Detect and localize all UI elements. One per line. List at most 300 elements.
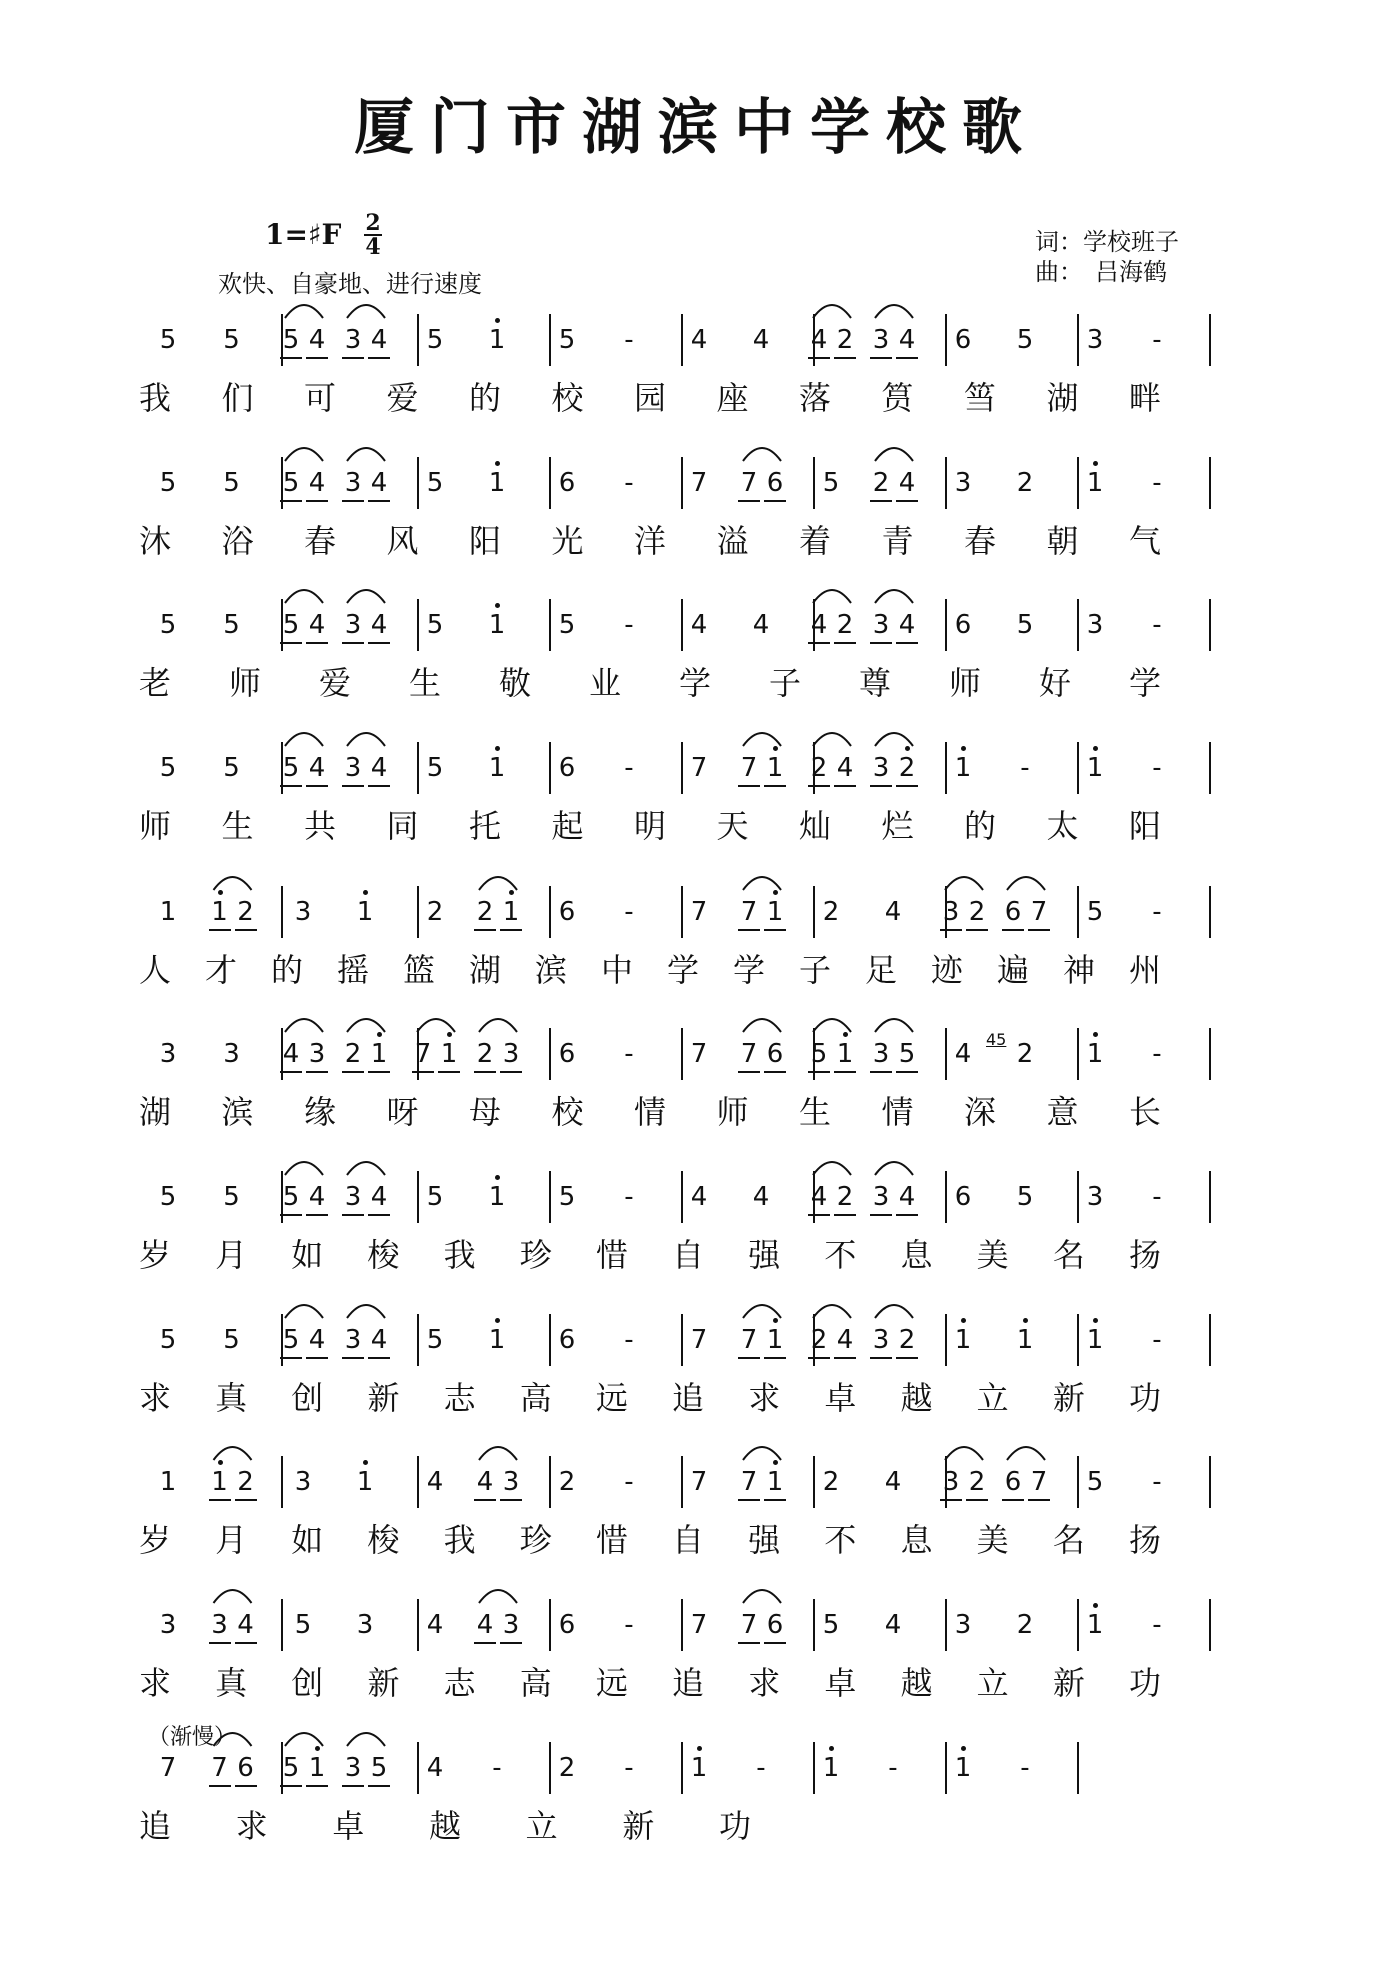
note: 1 — [1086, 1610, 1104, 1640]
lyric-char: 不 — [824, 1521, 857, 1559]
lyric-char: 的 — [270, 951, 304, 989]
note: 3 — [954, 468, 972, 498]
note: 3 — [872, 1039, 890, 1069]
lyric-char: 越 — [900, 1379, 933, 1417]
note: - — [1152, 1610, 1162, 1640]
lyric-char: 求 — [748, 1664, 781, 1702]
note: 4 — [954, 1039, 972, 1069]
lyric-char: 志 — [443, 1379, 476, 1417]
note: 3 — [159, 1039, 177, 1069]
note: 1 — [488, 325, 506, 355]
lyric-char: 师 — [138, 807, 172, 845]
lyric-char: 可 — [303, 379, 337, 417]
lyric-char: 真 — [215, 1379, 248, 1417]
lyric-char: 湖 — [1046, 379, 1079, 417]
note: 5 — [282, 753, 300, 783]
lyric-char: 惜 — [595, 1236, 628, 1274]
note: 4 — [308, 325, 326, 355]
note: 1 — [1016, 1325, 1034, 1355]
note: 4 — [898, 610, 916, 640]
note: 5 — [282, 1182, 300, 1212]
lyric-char: 子 — [768, 664, 802, 702]
note: - — [624, 1039, 634, 1069]
lyric-char: 缘 — [303, 1093, 337, 1131]
lyric-char: 筜 — [963, 379, 997, 417]
note: 4 — [836, 753, 854, 783]
note: 5 — [370, 1753, 388, 1783]
note: - — [1152, 610, 1162, 640]
lyric-char: 同 — [386, 807, 419, 845]
lyric-char: 梭 — [367, 1236, 400, 1274]
note: - — [1152, 1325, 1162, 1355]
lyric-char: 们 — [221, 379, 254, 417]
note: 6 — [558, 753, 576, 783]
note: - — [1152, 468, 1162, 498]
note: 2 — [1016, 1039, 1034, 1069]
note: - — [624, 1610, 634, 1640]
lyric-char: 洋 — [633, 522, 667, 560]
note: 6 — [766, 1039, 784, 1069]
lyric-char: 追 — [672, 1379, 705, 1417]
note: 3 — [1086, 1182, 1104, 1212]
note: 3 — [1086, 325, 1104, 355]
note: 2 — [476, 1039, 494, 1069]
note: 3 — [356, 1610, 374, 1640]
note: 5 — [223, 610, 240, 640]
lyric-char: 求 — [138, 1379, 172, 1417]
note: 3 — [159, 1610, 177, 1640]
note: 5 — [282, 325, 300, 355]
note: 3 — [502, 1039, 520, 1069]
note: 6 — [558, 1039, 576, 1069]
note: - — [1152, 897, 1162, 927]
note: 5 — [426, 1182, 444, 1212]
lyric-char: 敬 — [498, 664, 532, 702]
lyric-char: 如 — [291, 1521, 324, 1559]
lyric-char: 朝 — [1046, 522, 1079, 560]
lyric-char: 越 — [428, 1807, 462, 1845]
lyric-char: 追 — [672, 1664, 705, 1702]
note: 3 — [502, 1610, 520, 1640]
lyric-char: 好 — [1038, 664, 1072, 702]
note: - — [888, 1753, 898, 1783]
lyric-char: 学 — [678, 664, 712, 702]
lyric-char: 追 — [138, 1807, 172, 1845]
note: 6 — [558, 1325, 576, 1355]
lyric-char: 浴 — [221, 522, 254, 560]
note: 2 — [836, 1182, 854, 1212]
lyric-char: 卓 — [824, 1379, 857, 1417]
note: 4 — [308, 1182, 326, 1212]
note: 5 — [159, 468, 177, 498]
note: 4 — [752, 1182, 770, 1212]
note: 2 — [898, 1325, 916, 1355]
note: 1 — [159, 897, 177, 927]
lyric-char: 筼 — [881, 379, 914, 417]
lyric-char: 自 — [672, 1521, 705, 1559]
note: 4 — [690, 325, 708, 355]
note: 4 — [752, 610, 770, 640]
lyric-char: 母 — [468, 1093, 502, 1131]
note: 3 — [942, 897, 960, 927]
lyric-char: 新 — [1052, 1379, 1085, 1417]
note: - — [1020, 753, 1030, 783]
lyric-char: 情 — [633, 1093, 667, 1131]
note: 4 — [426, 1467, 444, 1497]
note: 6 — [766, 468, 784, 498]
lyric-char: 创 — [291, 1379, 324, 1417]
note: 1 — [488, 468, 506, 498]
lyric-char: 功 — [1128, 1379, 1162, 1417]
note: - — [624, 1325, 634, 1355]
lyric-char: 湖 — [138, 1093, 172, 1131]
note: 6 — [1004, 897, 1022, 927]
note: 1 — [822, 1753, 840, 1783]
note: 5 — [558, 610, 576, 640]
lyric-char: 共 — [303, 807, 337, 845]
lyric-char: 校 — [551, 379, 584, 417]
note: 4 — [898, 1182, 916, 1212]
note: 2 — [968, 897, 986, 927]
note: 2 — [810, 753, 828, 783]
note: 5 — [223, 325, 240, 355]
note: 7 — [159, 1753, 177, 1783]
note: 3 — [344, 325, 362, 355]
note: 5 — [294, 1610, 312, 1640]
note: 4 — [282, 1039, 300, 1069]
lyric-char: 学 — [1128, 664, 1162, 702]
tempo-marking: 欢快、自豪地、进行速度 — [218, 270, 482, 298]
lyric-char: 足 — [864, 951, 898, 989]
lyric-char: 校 — [551, 1093, 584, 1131]
lyric-char: 园 — [633, 379, 667, 417]
lyric-char: 师 — [228, 664, 262, 702]
note: 3 — [502, 1467, 520, 1497]
lyric-char: 意 — [1046, 1093, 1079, 1131]
note: 5 — [282, 1325, 300, 1355]
note: 5 — [1086, 897, 1104, 927]
note: - — [1020, 1753, 1030, 1783]
note: 5 — [223, 1182, 240, 1212]
page-title: 厦门市湖滨中学校歌 — [354, 93, 1038, 163]
note: 3 — [954, 1610, 972, 1640]
note: 1 — [502, 897, 520, 927]
note: 4 — [752, 325, 770, 355]
lyric-char: 名 — [1052, 1521, 1085, 1559]
note: 4 — [690, 610, 708, 640]
grace-note: 45 — [986, 1030, 1007, 1049]
note: 3 — [344, 1182, 362, 1212]
note: 6 — [766, 1610, 784, 1640]
lyric-char: 卓 — [332, 1807, 365, 1845]
note: 7 — [690, 753, 708, 783]
note: 6 — [558, 468, 576, 498]
note: 1 — [211, 1467, 228, 1497]
lyric-char: 生 — [221, 807, 254, 845]
note: 4 — [370, 1182, 388, 1212]
note: 1 — [954, 753, 972, 783]
note: - — [624, 753, 634, 783]
lyric-char: 州 — [1128, 951, 1162, 989]
lyric-char: 遍 — [996, 951, 1030, 989]
note: 5 — [282, 610, 300, 640]
note: 1 — [211, 897, 228, 927]
note: 2 — [822, 1467, 840, 1497]
note: 2 — [558, 1753, 576, 1783]
lyric-char: 灿 — [798, 807, 832, 845]
lyric-char: 功 — [1128, 1664, 1162, 1702]
lyric-char: 我 — [443, 1521, 476, 1559]
lyric-char: 新 — [367, 1664, 400, 1702]
note: 5 — [223, 468, 240, 498]
note: 4 — [884, 1610, 902, 1640]
lyric-char: 呀 — [386, 1093, 419, 1131]
note: - — [1152, 1039, 1162, 1069]
note: 5 — [558, 1182, 576, 1212]
note: 3 — [344, 468, 362, 498]
lyric-char: 如 — [291, 1236, 324, 1274]
lyric-char: 梭 — [367, 1521, 400, 1559]
note: 3 — [308, 1039, 326, 1069]
lyric-char: 求 — [748, 1379, 781, 1417]
note: 1 — [488, 753, 506, 783]
lyric-char: 明 — [633, 807, 667, 845]
note: 3 — [294, 1467, 312, 1497]
lyric-char: 滨 — [534, 951, 568, 989]
note: 1 — [1086, 753, 1104, 783]
lyric-char: 阳 — [1128, 807, 1162, 845]
note: 7 — [740, 1325, 758, 1355]
note: 7 — [740, 753, 758, 783]
note: 7 — [740, 897, 758, 927]
note: 2 — [1016, 468, 1034, 498]
lyric-char: 天 — [716, 807, 749, 845]
lyric-char: 远 — [595, 1664, 628, 1702]
note: 4 — [426, 1753, 444, 1783]
lyric-char: 求 — [235, 1807, 268, 1845]
lyric-char: 强 — [748, 1521, 781, 1559]
lyric-char: 越 — [900, 1664, 933, 1702]
lyric-char: 名 — [1052, 1236, 1085, 1274]
lyric-char: 功 — [718, 1807, 752, 1845]
lyric-char: 溢 — [716, 522, 749, 560]
lyric-char: 迹 — [930, 951, 964, 989]
lyric-char: 师 — [716, 1093, 749, 1131]
lyric-char: 立 — [525, 1807, 558, 1845]
lyric-char: 生 — [798, 1093, 832, 1131]
lyric-char: 落 — [798, 379, 832, 417]
note: - — [1152, 1182, 1162, 1212]
lyric-char: 扬 — [1128, 1236, 1162, 1274]
note: 1 — [440, 1039, 458, 1069]
note: 6 — [954, 325, 972, 355]
lyric-char: 远 — [595, 1379, 628, 1417]
note: 3 — [344, 1325, 362, 1355]
note: 6 — [1004, 1467, 1022, 1497]
lyric-char: 的 — [963, 807, 997, 845]
lyric-char: 情 — [881, 1093, 914, 1131]
note: - — [1152, 753, 1162, 783]
note: 3 — [223, 1039, 240, 1069]
lyric-char: 篮 — [402, 951, 436, 989]
lyric-char: 尊 — [858, 664, 892, 702]
note: 2 — [822, 897, 840, 927]
note: - — [1152, 325, 1162, 355]
lyric-char: 春 — [963, 522, 997, 560]
note: 5 — [159, 753, 177, 783]
note: 5 — [1016, 610, 1034, 640]
note: 4 — [836, 1325, 854, 1355]
note: 1 — [370, 1039, 388, 1069]
lyric-char: 美 — [976, 1521, 1009, 1559]
lyric-char: 的 — [468, 379, 502, 417]
note: 1 — [1086, 1039, 1104, 1069]
note: 7 — [690, 1467, 708, 1497]
lyric-char: 新 — [622, 1807, 655, 1845]
note: 6 — [558, 1610, 576, 1640]
note: 4 — [884, 897, 902, 927]
note: 1 — [308, 1753, 326, 1783]
note: 4 — [476, 1467, 494, 1497]
lyric-char: 光 — [551, 522, 584, 560]
note: 1 — [488, 1325, 506, 1355]
lyric-char: 岁 — [138, 1236, 172, 1274]
note: 7 — [1030, 1467, 1048, 1497]
lyric-char: 畔 — [1128, 379, 1162, 417]
note: 3 — [344, 1753, 362, 1783]
note: 1 — [1086, 468, 1104, 498]
note: - — [1152, 1467, 1162, 1497]
composer-credit: 曲： 吕海鹤 — [1035, 258, 1167, 286]
note: 2 — [836, 610, 854, 640]
note: 2 — [237, 897, 254, 927]
lyric-char: 岁 — [138, 1521, 172, 1559]
note: 1 — [766, 1325, 784, 1355]
lyric-char: 珍 — [519, 1236, 552, 1274]
note: 1 — [766, 897, 784, 927]
note: 4 — [308, 610, 326, 640]
note: 3 — [211, 1610, 228, 1640]
note: 4 — [884, 1467, 902, 1497]
lyric-char: 老 — [138, 664, 172, 702]
lyric-char: 真 — [215, 1664, 248, 1702]
note: 5 — [898, 1039, 916, 1069]
note: 7 — [740, 1467, 758, 1497]
note: 1 — [356, 897, 374, 927]
note: 5 — [1016, 325, 1034, 355]
note: 5 — [159, 1325, 177, 1355]
note: 5 — [1086, 1467, 1104, 1497]
note: 5 — [1016, 1182, 1034, 1212]
note: 7 — [690, 1610, 708, 1640]
lyric-char: 沐 — [138, 522, 172, 560]
key-signature: 1=♯F — [265, 218, 342, 251]
lyric-char: 托 — [468, 807, 502, 845]
note: 4 — [690, 1182, 708, 1212]
lyric-char: 高 — [519, 1379, 552, 1417]
note: 6 — [954, 610, 972, 640]
note: 1 — [690, 1753, 708, 1783]
note: 4 — [898, 468, 916, 498]
note: 6 — [954, 1182, 972, 1212]
lyric-char: 长 — [1128, 1093, 1162, 1131]
lyric-char: 志 — [443, 1664, 476, 1702]
note: 2 — [898, 753, 916, 783]
lyric-char: 求 — [138, 1664, 172, 1702]
lyric-char: 我 — [138, 379, 172, 417]
note: 3 — [294, 897, 312, 927]
note: 4 — [370, 610, 388, 640]
note: 3 — [344, 610, 362, 640]
note: 2 — [836, 325, 854, 355]
note: 1 — [766, 753, 784, 783]
note: 1 — [488, 1182, 506, 1212]
note: 4 — [237, 1610, 254, 1640]
note: 5 — [822, 1610, 840, 1640]
note: 3 — [1086, 610, 1104, 640]
note: - — [624, 325, 634, 355]
lyric-char: 人 — [138, 951, 172, 989]
note: - — [624, 1467, 634, 1497]
note: 4 — [810, 325, 828, 355]
lyric-char: 强 — [748, 1236, 781, 1274]
lyric-char: 新 — [1052, 1664, 1085, 1702]
note: - — [492, 1753, 502, 1783]
note: 7 — [740, 468, 758, 498]
lyric-char: 座 — [716, 379, 749, 417]
lyric-char: 太 — [1046, 807, 1079, 845]
note: 4 — [898, 325, 916, 355]
lyric-char: 阳 — [468, 522, 502, 560]
note: 7 — [211, 1753, 228, 1783]
lyric-char: 春 — [303, 522, 337, 560]
note: 3 — [872, 753, 890, 783]
lyric-char: 烂 — [881, 807, 914, 845]
note: 1 — [954, 1753, 972, 1783]
lyricist-credit: 词：学校班子 — [1035, 228, 1179, 256]
note: 3 — [872, 1325, 890, 1355]
note: 3 — [344, 753, 362, 783]
lyric-char: 师 — [948, 664, 982, 702]
note: 7 — [740, 1610, 758, 1640]
note: - — [624, 610, 634, 640]
time-top: 2 — [365, 210, 381, 236]
note: - — [624, 897, 634, 927]
lyric-char: 摇 — [336, 951, 370, 989]
note: 1 — [954, 1325, 972, 1355]
lyric-char: 立 — [976, 1379, 1009, 1417]
lyric-char: 我 — [443, 1236, 476, 1274]
lyric-char: 立 — [976, 1664, 1009, 1702]
note: 5 — [426, 753, 444, 783]
lyric-char: 起 — [551, 807, 584, 845]
note: 4 — [370, 468, 388, 498]
note: - — [624, 1753, 634, 1783]
note: 3 — [872, 325, 890, 355]
note: 2 — [426, 897, 444, 927]
note: 5 — [282, 468, 300, 498]
lyric-char: 中 — [600, 951, 634, 989]
note: - — [756, 1753, 766, 1783]
lyric-char: 息 — [900, 1521, 933, 1559]
note: 4 — [810, 1182, 828, 1212]
note: 2 — [476, 897, 494, 927]
note: 4 — [426, 1610, 444, 1640]
lyric-char: 自 — [672, 1236, 705, 1274]
lyric-char: 着 — [798, 522, 832, 560]
note: 2 — [1016, 1610, 1034, 1640]
note: 5 — [822, 468, 840, 498]
